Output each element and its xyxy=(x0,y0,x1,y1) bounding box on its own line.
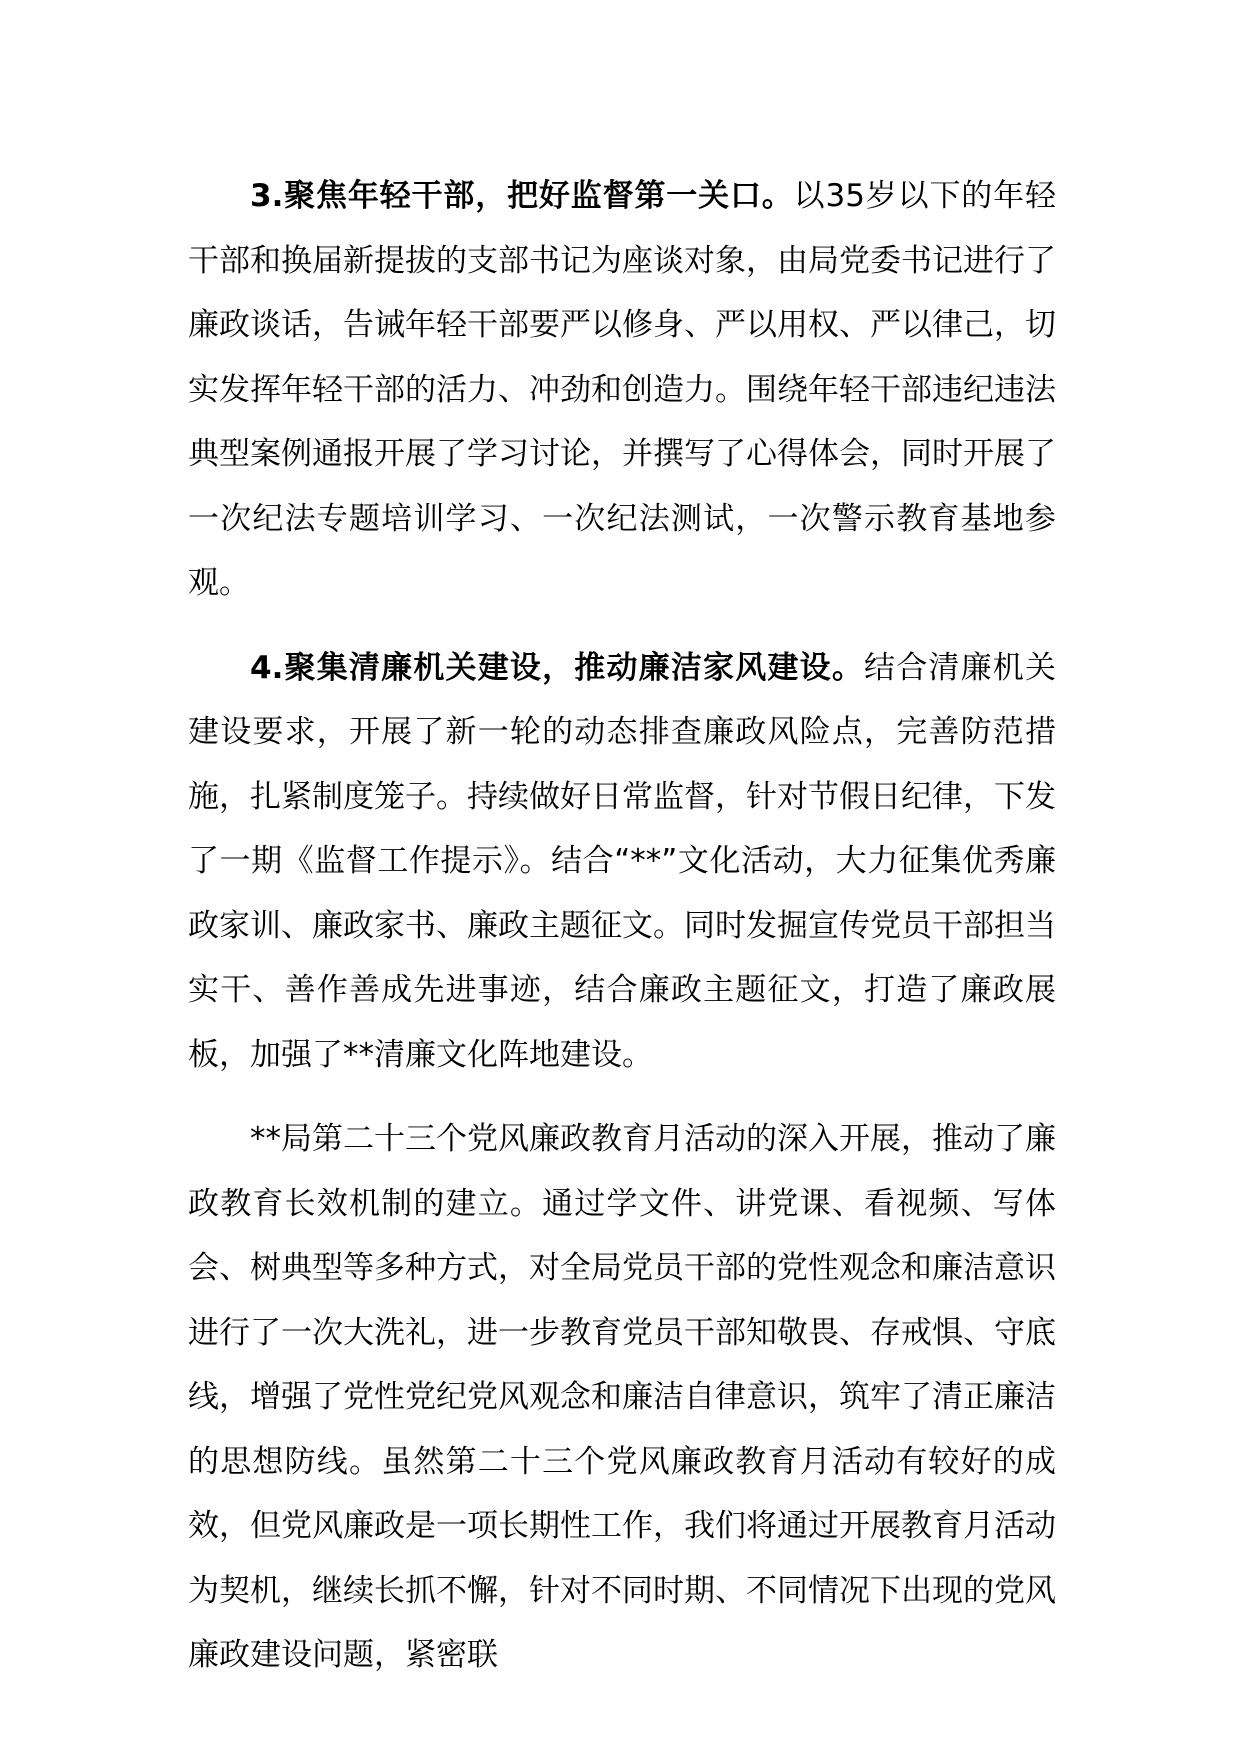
paragraph-heading: 3.聚焦年轻干部，把好监督第一关口。 xyxy=(250,178,794,214)
paragraph-text: 以35岁以下的年轻干部和换届新提拔的支部书记为座谈对象，由局党委书记进行了廉政谈话，告诫年轻干部要严以修身、严以用权、严以律己，切实发挥年轻干部的活力、冲劲和创造力。围绕年轻干部违纪违法典型案例通报开展了学习讨论，并撰写了心得体会，同时开展了一次纪法专题培训学习、一次纪法测试，一次警示教育基地参观。 xyxy=(188,178,1056,601)
paragraph-young-cadres xyxy=(188,164,1056,616)
paragraph-clean-government xyxy=(188,636,1056,1088)
document-body xyxy=(188,164,1056,1688)
paragraph-text: **局第二十三个党风廉政教育月活动的深入开展，推动了廉政教育长效机制的建立。通过学文件、讲党课、看视频、写体会、树典型等多种方式，对全局党员干部的党性观念和廉洁意识进行了一次大洗礼，进一步教育党员干部知敬畏、存戒惧、守底线，增强了党性党纪党风观念和廉洁自律意识，筑牢了清正廉洁的思想防线。虽然第二十三个党风廉政教育月活动有较好的成效，但党风廉政是一项长期性工作，我们将通过开展教育月活动为契机，继续长抓不懈，针对不同时期、不同情况下出现的党风廉政建设问题，紧密联 xyxy=(188,1121,1056,1673)
paragraph-heading: 4.聚集清廉机关建设，推动廉洁家风建设。 xyxy=(250,649,865,686)
paragraph-text: 结合清廉机关建设要求，开展了新一轮的动态排查廉政风险点，完善防范措施，扎紧制度笼子。持续做好日常监督，针对节假日纪律，下发了一期《监督工作提示》。结合“**”文化活动，大力征集优秀廉政家训、廉政家书、廉政主题征文。同时发掘宣传党员干部担当实干、善作善成先进事迹，结合廉政主题征文，打造了廉政展板，加强了**清廉文化阵地建设。 xyxy=(188,649,1056,1073)
paragraph-summary xyxy=(188,1107,1056,1688)
